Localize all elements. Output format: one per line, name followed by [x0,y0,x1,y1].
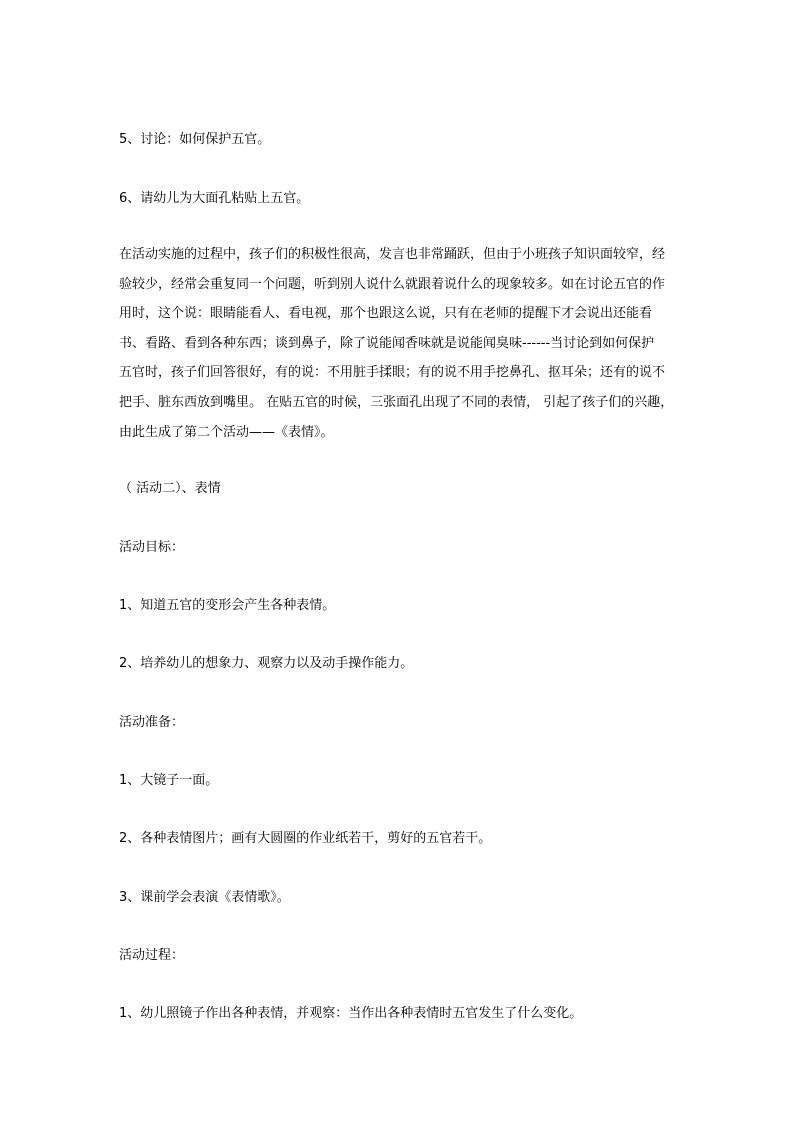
reflection-line: 验较少，经常会重复同一个问题，听到别人说什么就跟着说什么的现象较多。如在讨论五官的作 [119,276,666,292]
prep-item-1: 1、大镜子一面。 [119,773,219,788]
reflection-line: 书、看路、看到各种东西；谈到鼻子，除了说能闻香味就是说能闻臭味------当讨论到如何保护 [119,335,655,351]
process-item-1: 1、幼儿照镜子作出各种表情，并观察：当作出各种表情时五官发生了什么变化。 [119,1006,583,1021]
prep-item-2: 2、各种表情图片；画有大圆圈的作业纸若干，剪好的五官若干。 [119,831,492,846]
reflection-paragraph [119,247,679,454]
reflection-line: 五官时，孩子们回答很好，有的说：不用脏手揉眼；有的说不用手挖鼻孔、抠耳朵；还有的说不 [119,365,666,381]
goal-item-2: 2、培养幼儿的想象力、观察力以及动手操作能力。 [119,656,414,671]
goals-heading: 活动目标： [119,540,185,555]
prep-item-3: 3、课前学会表演《表情歌》。 [119,890,290,905]
reflection-line: 用时，这个说：眼睛能看人、看电视，那个也跟这么说，只有在老师的提醒下才会说出还能看 [119,306,653,322]
process-heading: 活动过程： [119,948,185,963]
reflection-line: 把手、脏东西放到嘴里。 在贴五官的时候，三张面孔出现了不同的表情， 引起了孩子们的兴趣， [119,394,674,410]
goal-item-1: 1、知道五官的变形会产生各种表情。 [119,598,336,613]
prep-heading: 活动准备： [119,715,185,730]
activity-two-heading: （ 活动二）、表情 [119,481,221,496]
reflection-line: 由此生成了第二个活动——《表情》。 [119,424,334,440]
discuss-step-line: 5、讨论：如何保护五官。 [119,132,271,147]
reflection-line: 在活动实施的过程中，孩子们的积极性很高，发言也非常踊跃，但由于小班孩子知识面较窄，经 [119,247,666,262]
paste-step-line: 6、请幼儿为大面孔粘贴上五官。 [119,191,310,206]
